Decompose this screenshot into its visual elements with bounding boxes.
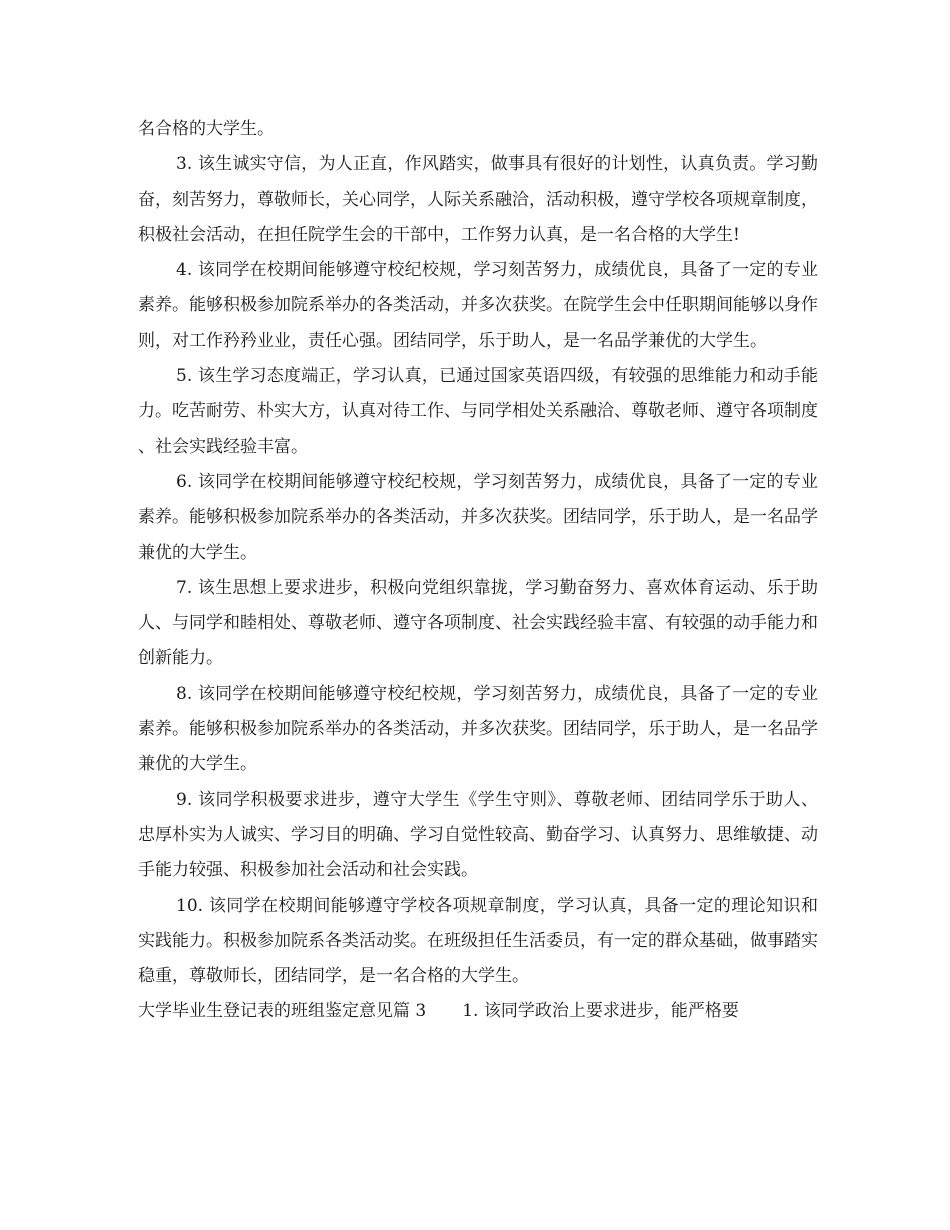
paragraph-item-3: 3. 该生诚实守信，为人正直，作风踏实，做事具有很好的计划性，认真负责。学习勤奋，刻苦努力，尊敬师长，关心同学，人际关系融洽，活动积极，遵守学校各项规章制度，积极社会活动，在担任院学生会的干部中，工作努力认真，是一名合格的大学生! — [138, 154, 818, 245]
paragraph-continuation: 名合格的大学生。 — [138, 119, 274, 139]
paragraph-item-10: 10. 该同学在校期间能够遵守学校各项规章制度，学习认真，具备一定的理论知识和实践能力。积极参加院系各类活动奖。在班级担任生活委员，有一定的群众基础，做事踏实稳重，尊敬师长，团结同学，是一名合格的大学生。 — [138, 895, 818, 987]
paragraph-item-7: 7. 该生思想上要求进步，积极向党组织靠拢，学习勤奋努力、喜欢体育运动、乐于助人、与同学和睦相处、尊敬老师、遵守各项制度、社会实践经验丰富、有较强的动手能力和创新能力。 — [138, 577, 818, 669]
paragraph-item-4: 4. 该同学在校期间能够遵守校纪校规，学习刻苦努力，成绩优良，具备了一定的专业素养。能够积极参加院系举办的各类活动，并多次获奖。在院学生会中任职期间能够以身作则，对工作矜矜业业，责任心强。团结同学，乐于助人，是一名品学兼优的大学生。 — [138, 260, 818, 351]
section-heading: 大学毕业生登记表的班组鉴定意见篇 3 — [138, 1001, 427, 1022]
section-line — [138, 994, 818, 1029]
paragraph-item-5: 5. 该生学习态度端正，学习认真，已通过国家英语四级，有较强的思维能力和动手能力。吃苦耐劳、朴实大方，认真对待工作、与同学相处关系融洽、尊敬老师、遵守各项制度、社会实践经验丰富。 — [138, 366, 818, 457]
paragraph-item-9: 9. 该同学积极要求进步，遵守大学生《学生守则》、尊敬老师、团结同学乐于助人、忠厚朴实为人诚实、学习目的明确、学习自觉性较高、勤奋学习、认真努力、思维敏捷、动手能力较强、积极参加社会活动和社会实践。 — [138, 789, 818, 881]
section-first-item: 1. 该同学政治上要求进步，能严格要 — [462, 1001, 739, 1022]
paragraph-item-8: 8. 该同学在校期间能够遵守校纪校规，学习刻苦努力，成绩优良，具备了一定的专业素养。能够积极参加院系举办的各类活动，并多次获奖。团结同学，乐于助人，是一名品学兼优的大学生。 — [138, 683, 818, 775]
paragraph-item-6: 6. 该同学在校期间能够遵守校纪校规，学习刻苦努力，成绩优良，具备了一定的专业素养。能够积极参加院系举办的各类活动，并多次获奖。团结同学，乐于助人，是一名品学兼优的大学生。 — [138, 471, 818, 563]
document-body — [138, 112, 818, 1030]
